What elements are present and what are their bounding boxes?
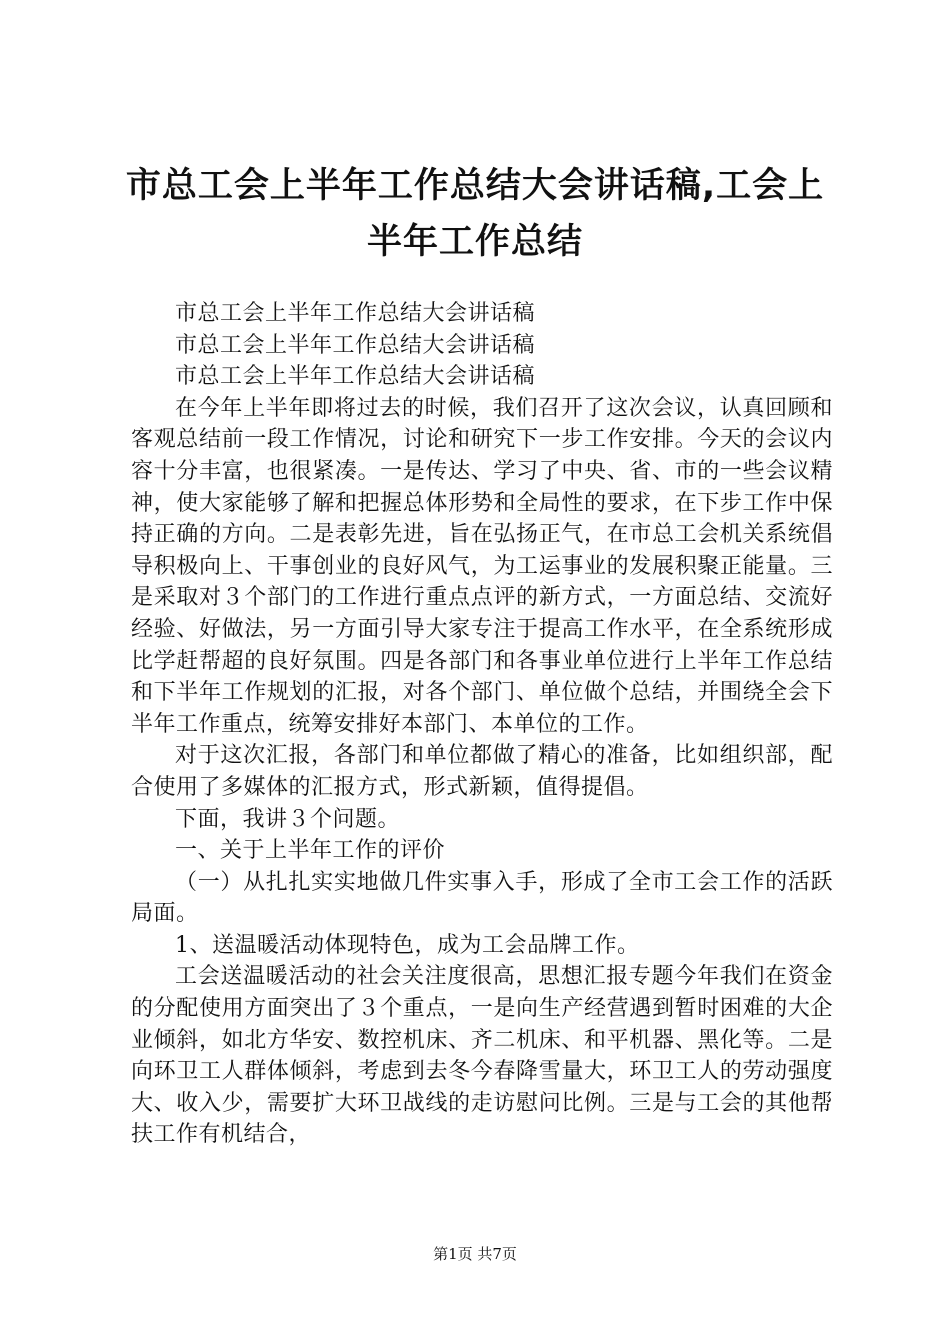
paragraph: 市总工会上半年工作总结大会讲话稿 — [175, 332, 536, 358]
paragraph: 在今年上半年即将过去的时候，我们召开了这次会议，认真回顾和客观总结前一段工作情况，讨论和研究下一步工作安排。今天的会议内容十分丰富，也很紧凑。一是传达、学习了中央、省、市的一些会议精神，使大家能够了解和把握总体形势和全局性的要求，在下步工作中保持正确的方向。二是表彰先进，旨在弘扬正气，在市总工会机关系统倡导积极向上、干事创业的良好风气，为工运事业的发展积聚正能量。三是采取对３个部门的工作进行重点点评的新方式，一方面总结、交流好经验、好做法，另一方面引导大家专注于提高工作水平，在全系统形成比学赶帮超的良好氛围。四是各部门和各事业单位进行上半年工作总结和下半年工作规划的汇报，对各个部门、单位做个总结，并围绕全会下半年工作重点，统筹安排好本部门、本单位的工作。 — [131, 395, 833, 737]
paragraph: 工会送温暖活动的社会关注度很高，思想汇报专题今年我们在资金的分配使用方面突出了３个重点，一是向生产经营遇到暂时困难的大企业倾斜，如北方华安、数控机床、齐二机床、和平机器、黑化等。二是向环卫工人群体倾斜，考虑到去冬今春降雪量大，环卫工人的劳动强度大、收入少，需要扩大环卫战线的走访慰问比例。三是与工会的其他帮扶工作有机结合， — [131, 964, 833, 1148]
subsection-heading: （一）从扎扎实实地做几件实事入手，形成了全市工会工作的活跃局面。 — [131, 869, 833, 927]
paragraph: 下面，我讲３个问题。 — [175, 806, 401, 832]
section-heading: 一、关于上半年工作的评价 — [175, 838, 446, 864]
paragraph: 市总工会上半年工作总结大会讲话稿 — [175, 301, 536, 326]
page-footer: 第1页 共7页 — [433, 1245, 517, 1263]
document-title: 市总工会上半年工作总结大会讲话稿,工会上半年工作总结 — [125, 166, 825, 262]
paragraph: 对于这次汇报，各部门和单位都做了精心的准备，比如组织部，配合使用了多媒体的汇报方式，形式新颖，值得提倡。 — [131, 743, 833, 800]
list-item-heading: 1、送温暖活动体现特色，成为工会品牌工作。 — [175, 932, 640, 958]
paragraph: 市总工会上半年工作总结大会讲话稿 — [175, 364, 536, 390]
document-body — [131, 298, 833, 1151]
